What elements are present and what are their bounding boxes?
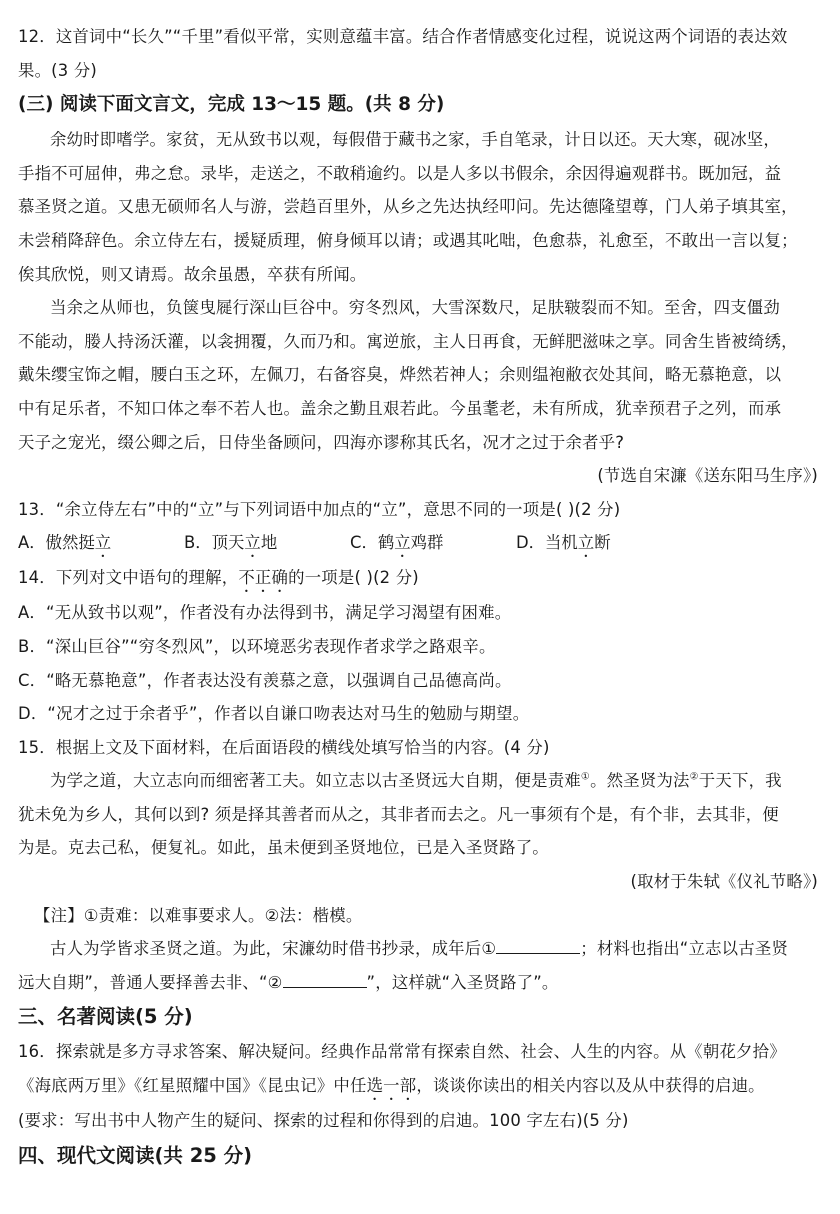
- answer-blank-1[interactable]: [496, 935, 580, 954]
- q13-option-d[interactable]: [516, 526, 682, 561]
- q14-stem-post: 的一项是( )(2 分): [288, 568, 419, 588]
- q13-option-c[interactable]: [350, 526, 516, 561]
- emphasis-char: 立: [244, 533, 261, 553]
- q14-stem-emphasis: 不正确: [238, 568, 289, 588]
- footnote-marker-1: ①: [580, 771, 591, 783]
- passage-p1-line-1: 余幼时即嗜学。家贫，无从致书以观，每假借于藏书之家，手自笔录，计日以还。天大寒，砚冰坚，: [50, 130, 780, 150]
- emphasis-char: 立: [394, 533, 411, 553]
- passage-p1-line-4: 未尝稍降辞色。余立侍左右，援疑质理，俯身倾耳以请；或遇其叱咄，色愈恭，礼愈至，不敢出一言以复；: [18, 230, 798, 250]
- option-text-tail: 地: [260, 533, 278, 553]
- option-letter: A．: [18, 533, 46, 553]
- q15-stem: 15．根据上文及下面材料，在后面语段的横线处填写恰当的内容。(4 分): [18, 737, 550, 757]
- material-text: 于天下，我: [698, 771, 782, 791]
- passage-p1-line-2: 手指不可屈伸，弗之怠。录毕，走送之，不敢稍逾约。以是人多以书假余，余因得遍观群书。既加冠，益: [18, 163, 782, 183]
- question-16: [18, 1035, 822, 1137]
- q14-stem-pre: 14．下列对文中语句的理解，: [18, 568, 239, 588]
- q12-line-2: 果。(3 分): [18, 60, 97, 80]
- answer-blank-2[interactable]: [283, 969, 367, 988]
- option-text: 顶天: [211, 533, 245, 553]
- passage-p1-line-3: 慕圣贤之道。又患无硕师名人与游，尝趋百里外，从乡之先达执经叩问。先达德隆望尊，门人弟子填其室，: [18, 197, 798, 217]
- q16-emphasis: 选一部: [366, 1076, 417, 1096]
- fill-text: ”，这样就“入圣贤路了”。: [366, 972, 559, 992]
- option-letter: D．: [516, 533, 546, 553]
- fill-text: 古人为学皆求圣贤之道。为此，宋濂幼时借书抄录，成年后①: [50, 939, 497, 959]
- q13-options: [18, 526, 822, 561]
- fill-text: ；材料也指出“立志以古圣贤: [580, 939, 789, 959]
- passage-p2-line-4: 中有足乐者，不知口体之奉不若人也。盖余之勤且艰若此。今虽耄老，未有所成，犹幸预君子之列，而承: [18, 398, 782, 418]
- emphasis-char: 立: [94, 533, 112, 553]
- section-mingzhu-heading: 三、名著阅读(5 分): [18, 1005, 193, 1029]
- option-text: 当机: [545, 533, 578, 553]
- question-14: [18, 561, 822, 730]
- q12-line-1: 12．这首词中“长久”“千里”看似平常，实则意蕴丰富。结合作者情感变化过程，说说这两个词语的表达效: [18, 27, 788, 46]
- q15-fill-line-1: [18, 932, 822, 966]
- question-12: [18, 20, 822, 87]
- q13-option-b[interactable]: [184, 526, 350, 561]
- option-text: 鹤: [377, 533, 395, 553]
- classical-passage: [18, 123, 822, 493]
- passage-source: (节选自宋濂《送东阳马生序》): [597, 466, 818, 486]
- option-letter: B．: [184, 533, 212, 553]
- q15-material-line-3: 为是。克去己私，便复礼。如此，虽未便到圣贤地位，已是入圣贤路了。: [18, 838, 549, 858]
- emphasis-char: 立: [577, 533, 595, 553]
- q16-line-2-post: ，谈谈你读出的相关内容以及从中获得的启迪。: [416, 1076, 765, 1096]
- q14-option-b[interactable]: B．“深山巨谷”“穷冬烈风”，以环境恶劣表现作者求学之路艰辛。: [18, 636, 496, 656]
- passage-p2-line-5: 天子之宠光，缀公卿之后，日侍坐备顾问，四海亦谬称其氏名，况才之过于余者乎?: [18, 432, 625, 452]
- q15-fill-line-2: [18, 966, 822, 1000]
- option-letter: C．: [350, 533, 378, 553]
- fill-text: 远大自期”，普通人要择善去非、“②: [18, 972, 283, 992]
- q15-material-line-1: [18, 764, 822, 798]
- passage-p2-line-1: 当余之从师也，负箧曳屣行深山巨谷中。穷冬烈风，大雪深数尺，足肤皲裂而不知。至舍，四支僵劲: [50, 298, 780, 318]
- q16-line-3: (要求：写出书中人物产生的疑问、探索的过程和你得到的启迪。100 字左右)(5 分): [18, 1111, 629, 1131]
- option-text-tail: 鸡群: [410, 533, 444, 553]
- question-15: [18, 731, 822, 1000]
- q15-material-source: (取材于朱轼《仪礼节略》): [630, 872, 818, 892]
- section-xiandai-heading: 四、现代文阅读(共 25 分): [18, 1143, 253, 1167]
- passage-p2-line-3: 戴朱缨宝饰之帽，腰白玉之环，左佩刀，右备容臭，烨然若神人；余则缊袍敝衣处其间，略无慕艳意，以: [18, 365, 782, 385]
- passage-p1-line-5: 俟其欣悦，则又请焉。故余虽愚，卒获有所闻。: [18, 264, 367, 284]
- q16-line-2: [18, 1069, 822, 1104]
- question-13: [18, 493, 822, 562]
- material-text: 为学之道，大立志向而细密著工夫。如立志以古圣贤远大自期，便是责难: [50, 771, 581, 791]
- option-text: 傲然挺: [45, 533, 95, 553]
- material-text: 。然圣贤为法: [590, 771, 690, 791]
- footnote-marker-2: ②: [689, 771, 699, 783]
- passage-p2-line-2: 不能动，媵人持汤沃灌，以衾拥覆，久而乃和。寓逆旅，主人日再食，无鲜肥滋味之享。同舍生皆被绮绣，: [18, 331, 798, 351]
- q13-option-a[interactable]: [18, 526, 184, 561]
- q14-option-a[interactable]: A．“无从致书以观”，作者没有办法得到书，满足学习渴望有困难。: [18, 603, 512, 623]
- q15-note: 【注】①责难：以难事要求人。②法：楷模。: [34, 905, 363, 925]
- q14-stem: [18, 561, 822, 596]
- q15-material-line-2: 犹未免为乡人，其何以到? 须是择其善者而从之，其非者而去之。凡一事须有个是，有个非，去其非，便: [18, 804, 779, 824]
- option-text-tail: 断: [594, 533, 611, 553]
- section-3-heading: (三) 阅读下面文言文，完成 13～15 题。(共 8 分): [18, 94, 445, 116]
- q16-line-2-pre: 《海底两万里》《红星照耀中国》《昆虫记》中任: [18, 1076, 367, 1096]
- q16-line-1: 16．探索就是多方寻求答案、解决疑问。经典作品常常有探索自然、社会、人生的内容。从《朝花夕拾》: [18, 1042, 786, 1062]
- q14-option-d[interactable]: D．“况才之过于余者乎”，作者以自谦口吻表达对马生的勉励与期望。: [18, 704, 530, 724]
- q13-stem: 13．“余立侍左右”中的“立”与下列词语中加点的“立”，意思不同的一项是( )(2 分): [18, 499, 621, 519]
- q14-option-c[interactable]: C．“略无慕艳意”，作者表达没有羡慕之意，以强调自己品德高尚。: [18, 670, 512, 690]
